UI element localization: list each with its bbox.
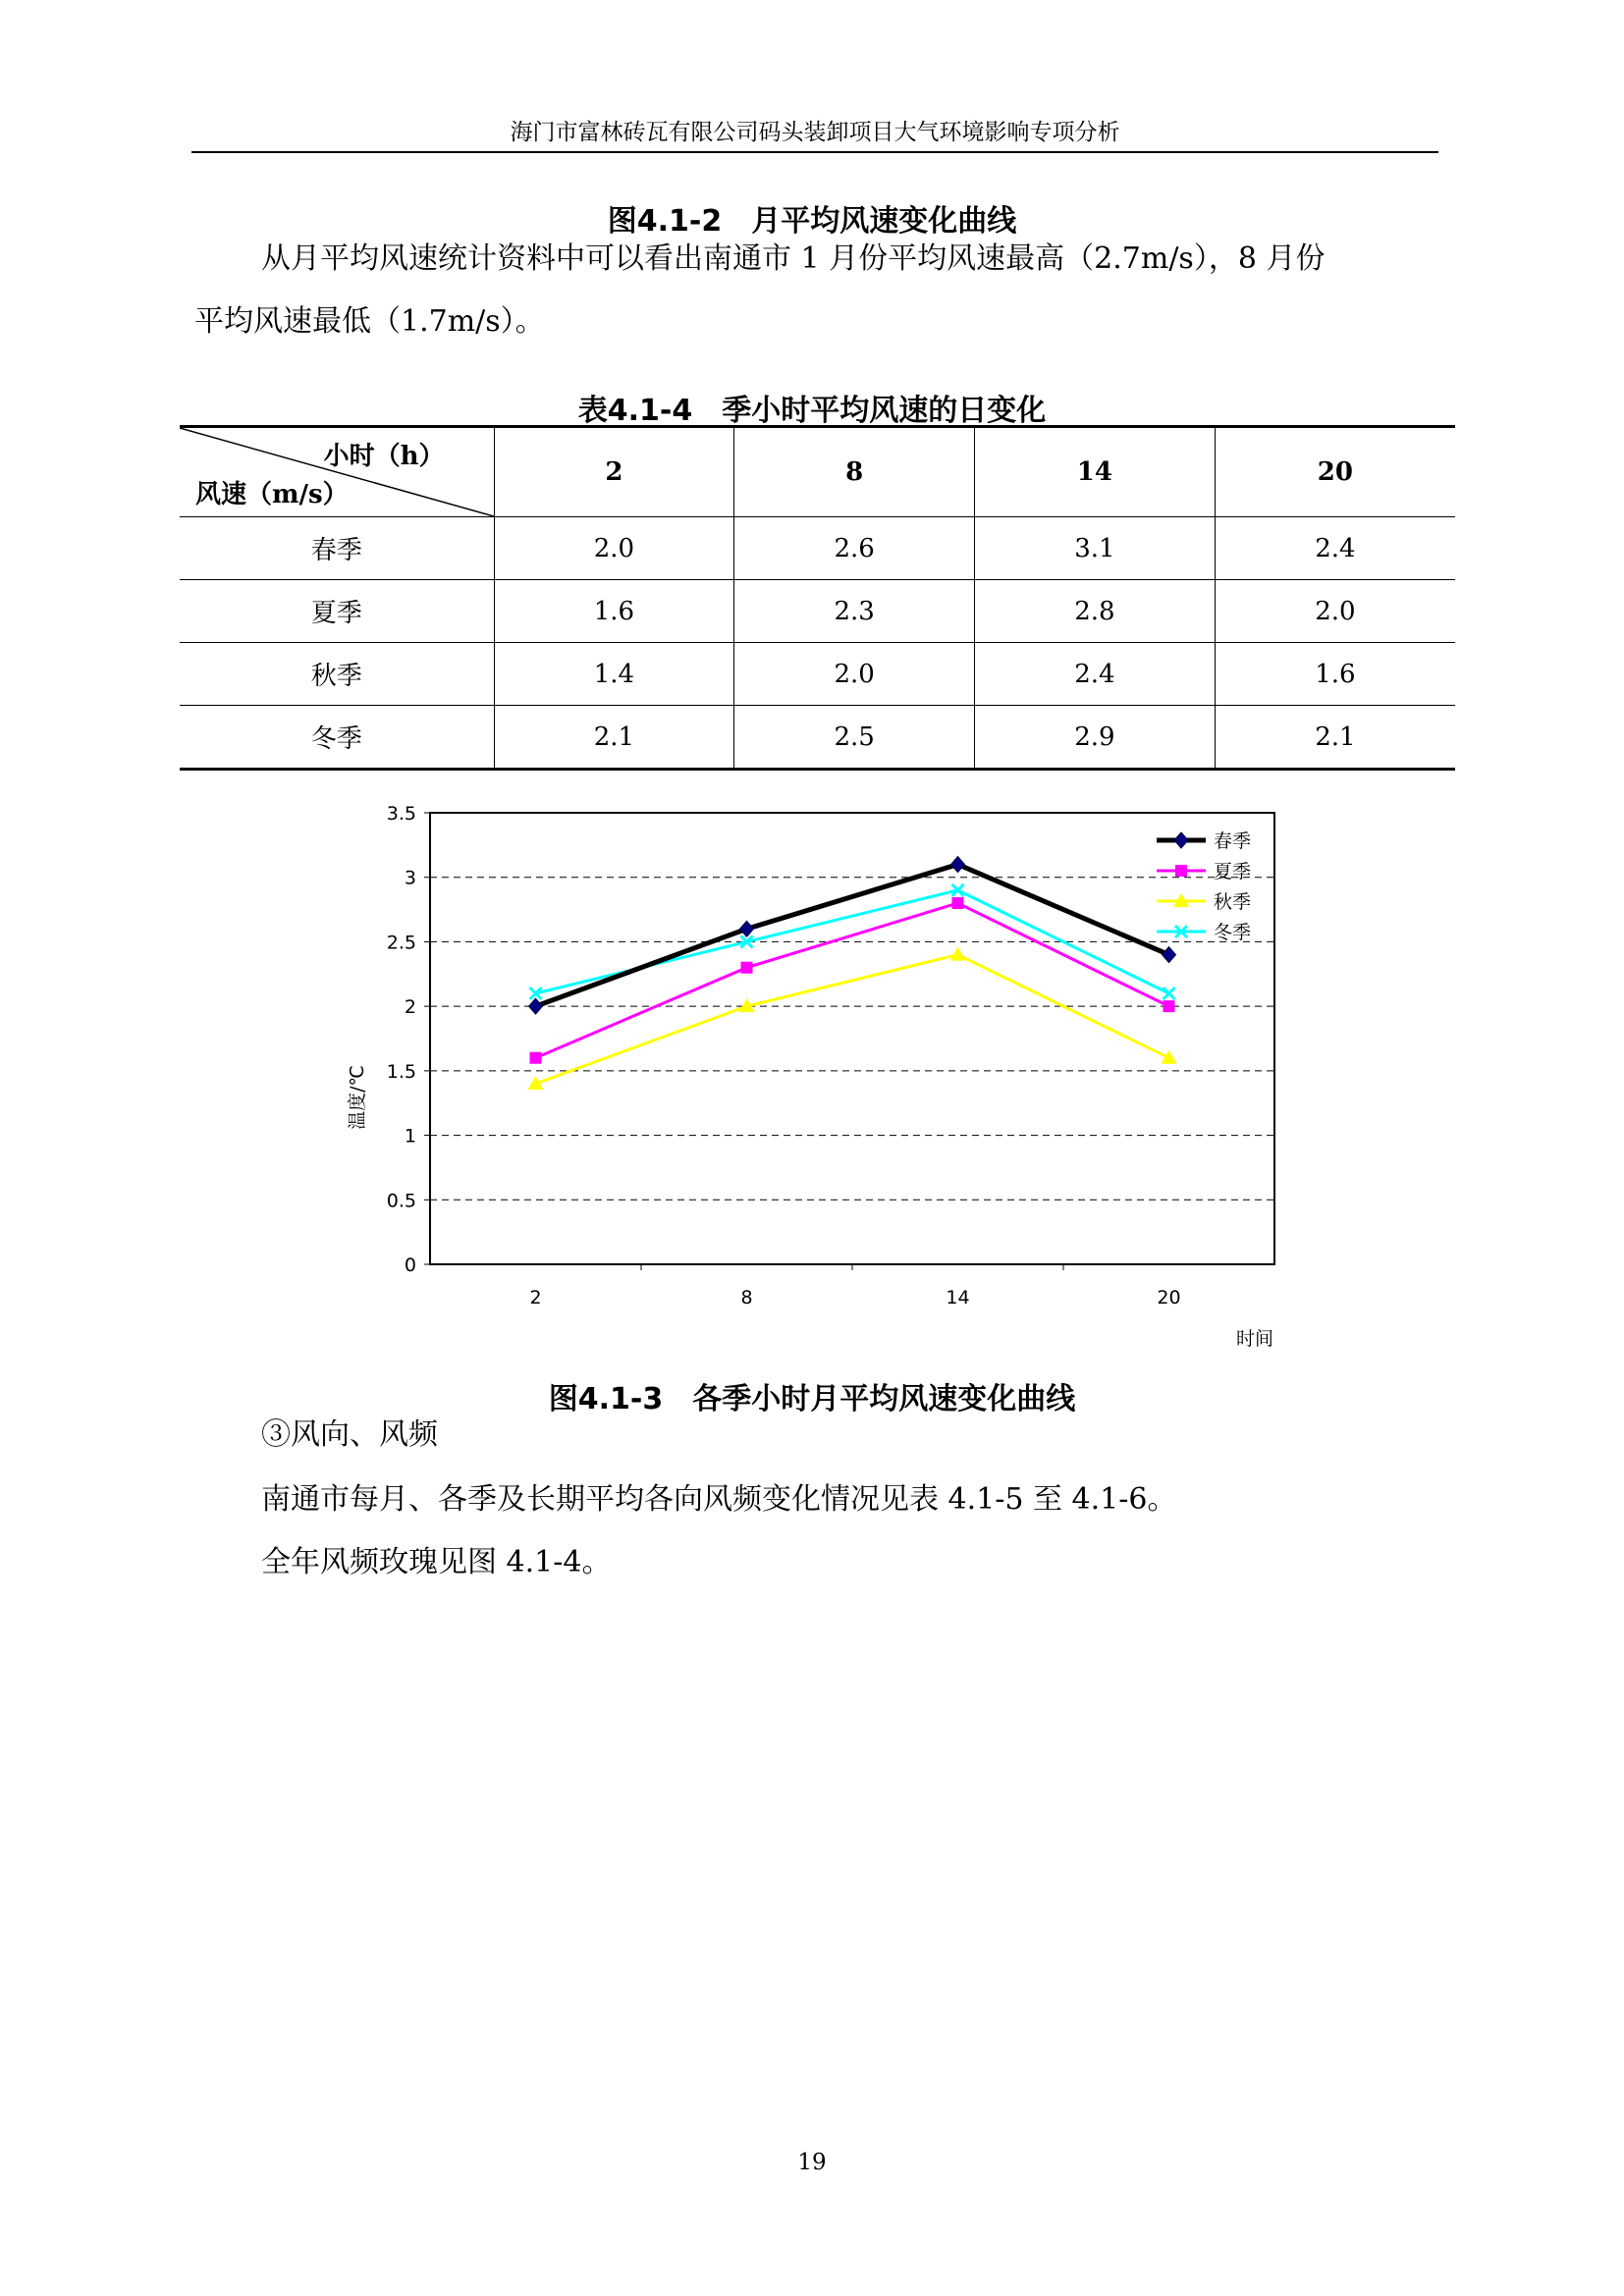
- row-label: 冬季: [180, 706, 494, 770]
- col-header-8: 8: [734, 427, 975, 517]
- legend-label: 冬季: [1214, 922, 1252, 943]
- seasonal-wind-speed-chart: [324, 795, 1306, 1364]
- table-cell: 2.5: [734, 706, 975, 770]
- figure-4-1-2-caption: 图4.1-2 月平均风速变化曲线: [607, 204, 1017, 239]
- y-tick-label: 3.5: [386, 803, 416, 825]
- table-cell: 2.8: [975, 580, 1216, 643]
- figure-4-1-3-caption: 图4.1-3 各季小时月平均风速变化曲线: [548, 1382, 1076, 1416]
- table-cell: 2.4: [975, 643, 1216, 706]
- table-cell: 2.6: [734, 517, 975, 580]
- paragraph-3: 全年风频玫瑰见图 4.1-4。: [261, 1545, 612, 1579]
- table-header-row: [180, 427, 1455, 517]
- header-rule: [191, 151, 1438, 153]
- data-point-春季: [951, 857, 965, 873]
- legend-marker: [1174, 832, 1188, 848]
- table-row: [180, 517, 1455, 580]
- data-point-春季: [529, 998, 543, 1014]
- data-point-冬季: [1164, 988, 1175, 999]
- x-axis-title: 时间: [1235, 1328, 1274, 1350]
- table-cell: 2.1: [1215, 706, 1455, 770]
- table-cell: 2.9: [975, 706, 1216, 770]
- col-header-14: 14: [975, 427, 1216, 517]
- table-row: [180, 643, 1455, 706]
- data-point-夏季: [1164, 1000, 1175, 1012]
- section-heading: ③风向、风频: [261, 1417, 438, 1452]
- table-corner-cell: [180, 427, 494, 517]
- table-cell: 2.0: [734, 643, 975, 706]
- col-header-2: 2: [494, 427, 734, 517]
- table-cell: 2.3: [734, 580, 975, 643]
- corner-hour-label: 小时（h）: [323, 442, 445, 471]
- table-row: [180, 706, 1455, 770]
- data-point-春季: [740, 921, 754, 936]
- paragraph-2: 南通市每月、各季及长期平均各向风频变化情况见表 4.1-5 至 4.1-6。: [261, 1482, 1177, 1517]
- table-cell: 2.0: [1215, 580, 1455, 643]
- row-label: 夏季: [180, 580, 494, 643]
- col-header-20: 20: [1215, 427, 1455, 517]
- x-tick-label: 20: [1157, 1287, 1181, 1308]
- table-cell: 1.6: [1215, 643, 1455, 706]
- y-tick-label: 1.5: [386, 1060, 416, 1083]
- data-point-春季: [1163, 947, 1176, 963]
- table-cell: 3.1: [975, 517, 1216, 580]
- data-point-夏季: [530, 1052, 542, 1064]
- legend-label: 秋季: [1214, 891, 1252, 913]
- legend-marker: [1175, 865, 1187, 877]
- plot-frame: [430, 813, 1274, 1264]
- paragraph-1-line-1: 从月平均风速统计资料中可以看出南通市 1 月份平均风速最高（2.7m/s），8 月份: [261, 241, 1326, 276]
- y-axis-title: 温度/℃: [347, 1065, 368, 1130]
- paragraph-1-line-2: 平均风速最低（1.7m/s）。: [194, 304, 545, 339]
- x-tick-label: 14: [946, 1287, 970, 1308]
- page-header: 海门市富林砖瓦有限公司码头装卸项目大气环境影响专项分析: [510, 120, 1120, 145]
- data-point-秋季: [950, 947, 966, 961]
- table-row: [180, 580, 1455, 643]
- table-cell: 2.4: [1215, 517, 1455, 580]
- x-tick-label: 8: [740, 1287, 753, 1308]
- x-tick-label: 2: [529, 1287, 542, 1308]
- table-cell: 2.0: [494, 517, 734, 580]
- legend-label: 夏季: [1214, 861, 1252, 882]
- data-point-夏季: [952, 897, 964, 909]
- y-tick-label: 1: [404, 1125, 416, 1148]
- wind-speed-table: [180, 425, 1455, 771]
- y-tick-label: 0: [404, 1255, 416, 1276]
- y-tick-label: 3: [404, 867, 416, 889]
- y-tick-label: 2: [404, 996, 416, 1019]
- table-cell: 2.1: [494, 706, 734, 770]
- data-point-夏季: [741, 962, 753, 974]
- corner-speed-label: 风速（m/s）: [195, 480, 349, 509]
- table-caption: 表4.1-4 季小时平均风速的日变化: [577, 394, 1047, 428]
- row-label: 春季: [180, 517, 494, 580]
- data-point-秋季: [1162, 1050, 1177, 1064]
- page-number: 19: [797, 2150, 827, 2175]
- table-cell: 1.4: [494, 643, 734, 706]
- y-tick-label: 2.5: [386, 932, 416, 954]
- legend-label: 春季: [1214, 830, 1252, 852]
- table-cell: 1.6: [494, 580, 734, 643]
- y-tick-label: 0.5: [386, 1190, 416, 1212]
- row-label: 秋季: [180, 643, 494, 706]
